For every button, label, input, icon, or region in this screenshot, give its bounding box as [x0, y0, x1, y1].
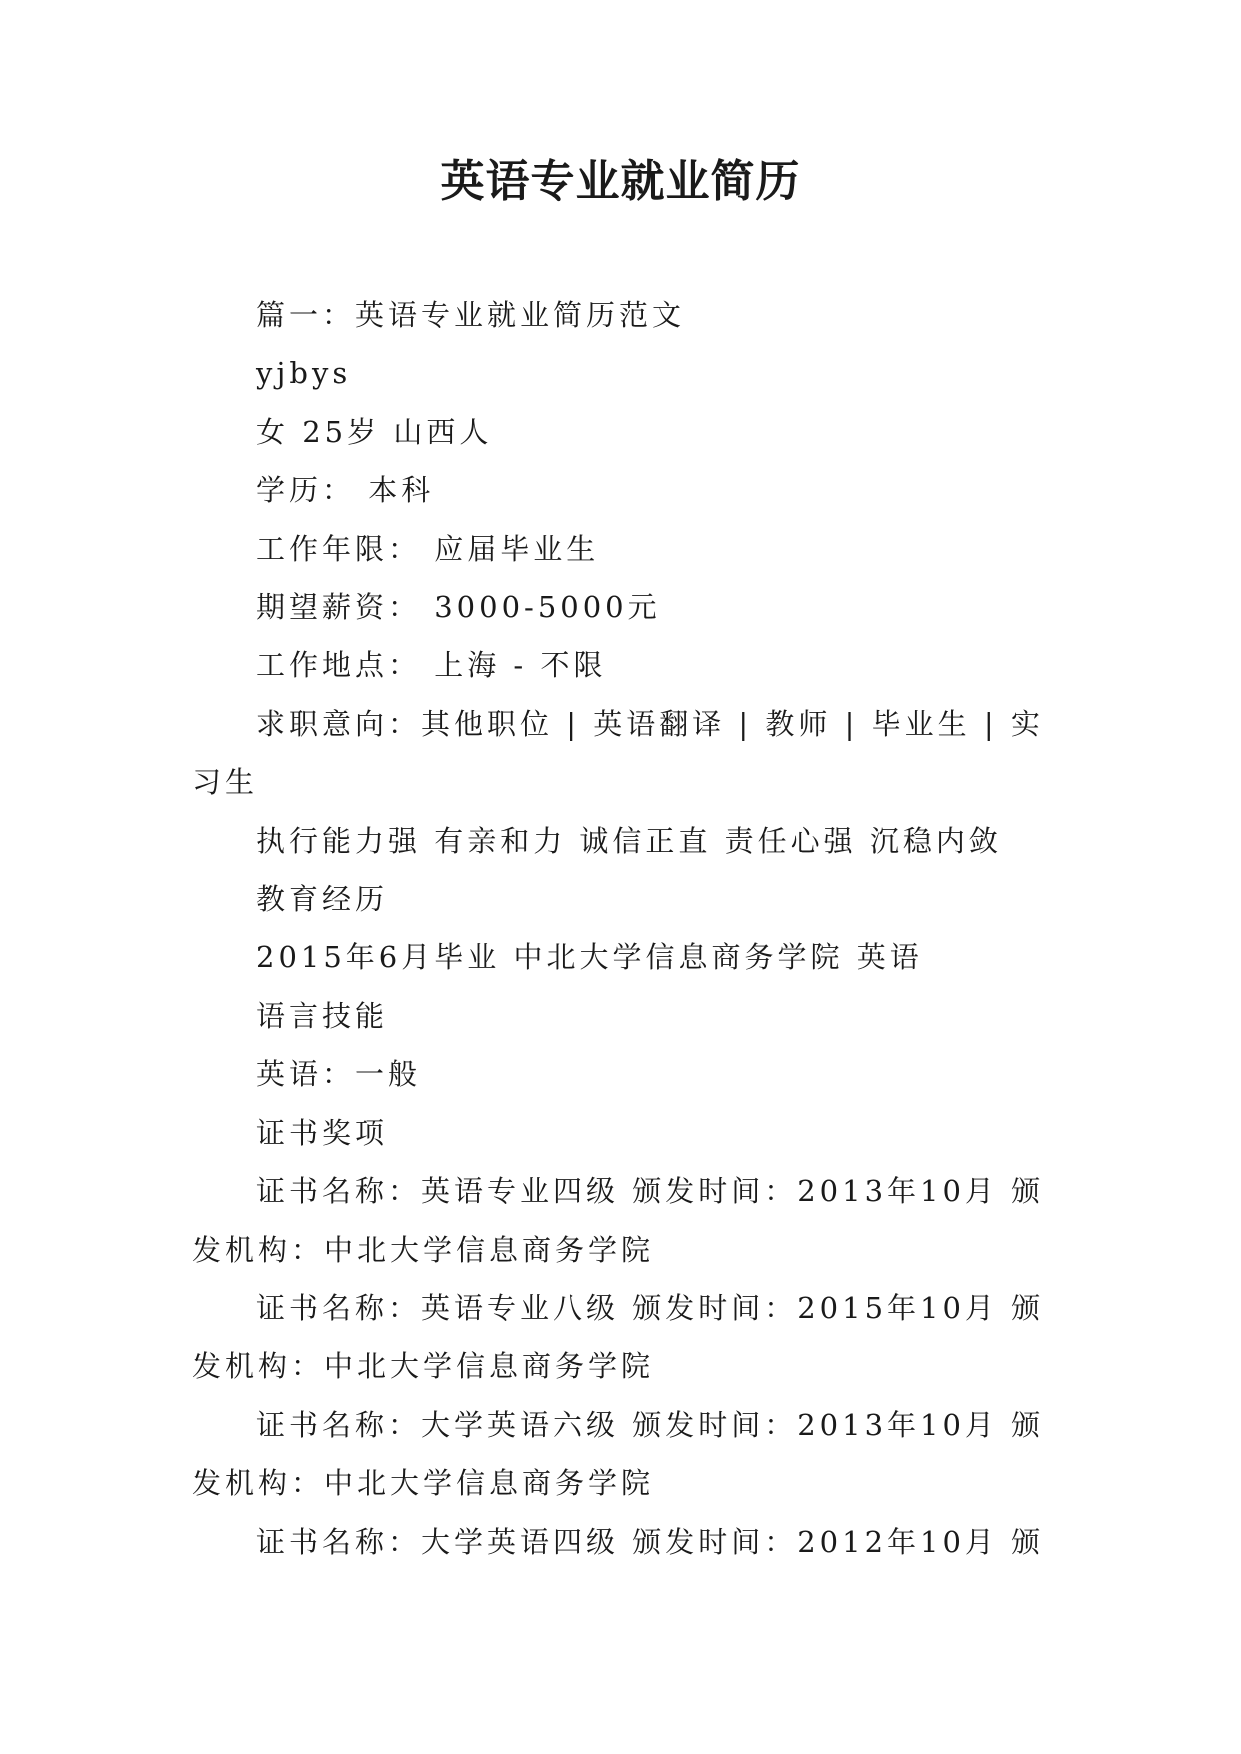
- job-intention-paragraph: 求职意向：其他职位 | 英语翻译 | 教师 | 毕业生 | 实习生: [192, 706, 1044, 800]
- expected-salary-paragraph: 期望薪资： 3000-5000元: [256, 590, 661, 625]
- source-tag-paragraph: yjbys: [256, 356, 352, 391]
- work-years-paragraph: 工作年限： 应届毕业生: [256, 531, 600, 566]
- personal-traits-paragraph: 执行能力强 有亲和力 诚信正直 责任心强 沉稳内敛: [256, 823, 1002, 858]
- language-skill-entry-paragraph: 英语：一般: [256, 1057, 422, 1092]
- education-level-paragraph: 学历： 本科: [256, 473, 435, 508]
- certificate-entry-paragraph: 证书名称：大学英语四级 颁发时间：2012年10月 颁: [256, 1524, 1045, 1559]
- document-body: [192, 286, 1052, 1571]
- work-location-paragraph: 工作地点： 上海 - 不限: [256, 648, 607, 683]
- personal-info-paragraph: 女 25岁 山西人: [256, 414, 493, 449]
- language-skills-heading-paragraph: 语言技能: [256, 998, 389, 1033]
- certificates-heading-paragraph: 证书奖项: [256, 1115, 389, 1150]
- certificate-entry-paragraph: 证书名称：英语专业八级 颁发时间：2015年10月 颁发机构：中北大学信息商务学院: [192, 1290, 1045, 1384]
- education-heading-paragraph: 教育经历: [256, 882, 389, 917]
- document-title: 英语专业就业简历: [440, 156, 801, 207]
- certificate-entry-paragraph: 证书名称：英语专业四级 颁发时间：2013年10月 颁发机构：中北大学信息商务学院: [192, 1174, 1045, 1267]
- education-entry-paragraph: 2015年6月毕业 中北大学信息商务学院 英语: [256, 940, 923, 975]
- section-heading-paragraph: 篇一：英语专业就业简历范文: [256, 298, 686, 332]
- certificate-entry-paragraph: 证书名称：大学英语六级 颁发时间：2013年10月 颁发机构：中北大学信息商务学院: [192, 1407, 1045, 1501]
